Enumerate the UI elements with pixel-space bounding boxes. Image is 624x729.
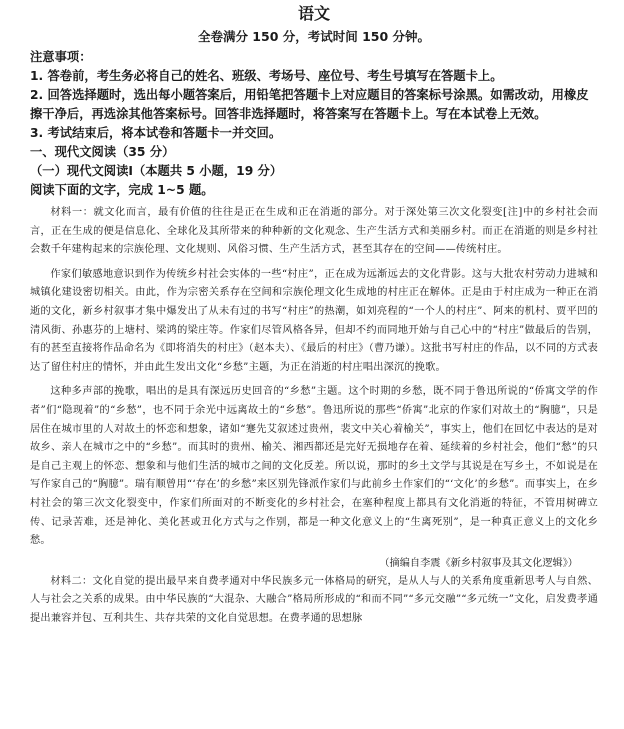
page-title: 语文: [297, 4, 330, 23]
section-part-heading: 一、现代文阅读（35 分）: [30, 145, 175, 159]
material-one-paragraph-2: 作家们敏感地意识到作为传统乡村社会实体的一些“村庄”，正在成为远渐远去的文化背影。这与大批农村劳动力进城和城镇化建设密切相关。由此，作为宗密关系存在空间和宗族伦理文化生成地的村庄正在解体。正是由于村庄成为一种正在消逝的文化，新乡村叙事才集中爆发出了从未有过的书写“村庄”的热潮，如刘亮程的“一个人的村庄”、阿来的机村、贾平凹的清风街、孙惠芬的上塘村、梁鸿的梁庄等。作家们尽管风格各异，但却不约而同地开始与自己心中的“村庄”做最后的告别，有的甚至直接将作品命名为《即将消失的村庄》（赵本夫）、《最后的村庄》（曹乃谦）。这批书写村庄的作品，以不同的方式表达了留住村庄的情怀，并由此生发出文化“乡愁”主题，为正在消逝的村庄唱出深沉的挽歌。: [30, 268, 598, 373]
notice-item-1: 1. 答卷前，考生务必将自己的姓名、班级、考场号、座位号、考生号填写在答题卡上。: [30, 69, 503, 83]
material-two-paragraph-1: 材料二：文化自觉的提出最早来自费孝通对中华民族多元一体格局的研究，是从人与人的关系角度重新思考人与自然、人与社会之关系的成果。由中华民族的“大混杂、大融合”格局所形成的“和而不同”“多元交融”“多元统一”文化，启发费孝通提出兼容并包、互利共生、共存共荣的文化自觉思想。在费孝通的思想脉: [30, 575, 598, 624]
notice-heading: 注意事项：: [30, 50, 92, 64]
material-one-source: （摘编自李震《新乡村叙事及其文化逻辑》）: [379, 557, 578, 569]
reading-material: [30, 204, 598, 628]
material-one-paragraph-1: 材料一：就文化而言，最有价值的往往是正在生成和正在消逝的部分。对于深处第三次文化裂变[注]中的乡村社会而言，正在生成的便是信息化、全球化及其所带来的种种新的文化观念、生产生活方式和美丽乡村。而正在消逝的则是乡村社会数千年建构起来的宗族伦理、文化规则、风俗习惯、生产生活方式，甚至其存在的空间——传统村庄。: [30, 207, 598, 256]
exam-info: 全卷满分 150 分，考试时间 150 分钟。: [197, 29, 431, 44]
notice-item-2: 2. 回答选择题时，选出每小题答案后，用铅笔把答题卡上对应题目的答案标号涂黑。如需改动，用橡皮擦干净后，再选涂其他答案标号。回答非选择题时，将答案写在答题卡上。写在本试卷上无效。: [30, 88, 589, 121]
notice-item-3: 3. 考试结束后，将本试卷和答题卡一并交回。: [30, 126, 282, 140]
notice-block: [30, 48, 598, 143]
material-one-paragraph-3: 这种多声部的挽歌，唱出的是具有深远历史回音的“乡愁”主题。这个时期的乡愁，既不同于鲁迅所说的“侨寓文学的作者”们“隐现着”的“乡愁”，也不同于余光中远离故土的“乡愁”。鲁迅所说的那些“侨寓”北京的作家们对故土的“胸臆”，只是居住在城市里的人对故土的怀恋和想象，诸如“蹇先艾叙述过贵州，裴文中关心着榆关”，事实上，他们在回忆中表达的是对故乡、亲人在城市之中的“乡愁”。而其时的贵州、榆关、湘西都还是完好无损地存在着、延续着的乡村社会，他们“愁”的只是自己主观上的怀恋、想象和与他们生活的城市之间的文化反差。所以说，那时的乡土文学与其说是在写乡土，不如说是在写作家自己的“胸臆”。瑞有顺曾用“‘存在’的乡愁”来区别先锋派作家们与此前乡土作家们的“‘文化’的乡愁”。而事实上，在乡村社会的第三次文化裂变中，作家们所面对的不断变化的乡村社会，在塞种程度上都具有文化消逝的特征，不管用树碑立传、记录苦难，还是神化、美化甚或丑化方式与之作别，都是一种文化意义上的“生离死别”，是一种真正意义上的文化乡愁。: [30, 386, 598, 547]
section-heading-block: [30, 143, 598, 200]
section-sub-heading: （一）现代文阅读Ⅰ（本题共 5 小题，19 分）: [30, 164, 283, 178]
section-instruction: 阅读下面的文字，完成 1~5 题。: [30, 183, 214, 197]
